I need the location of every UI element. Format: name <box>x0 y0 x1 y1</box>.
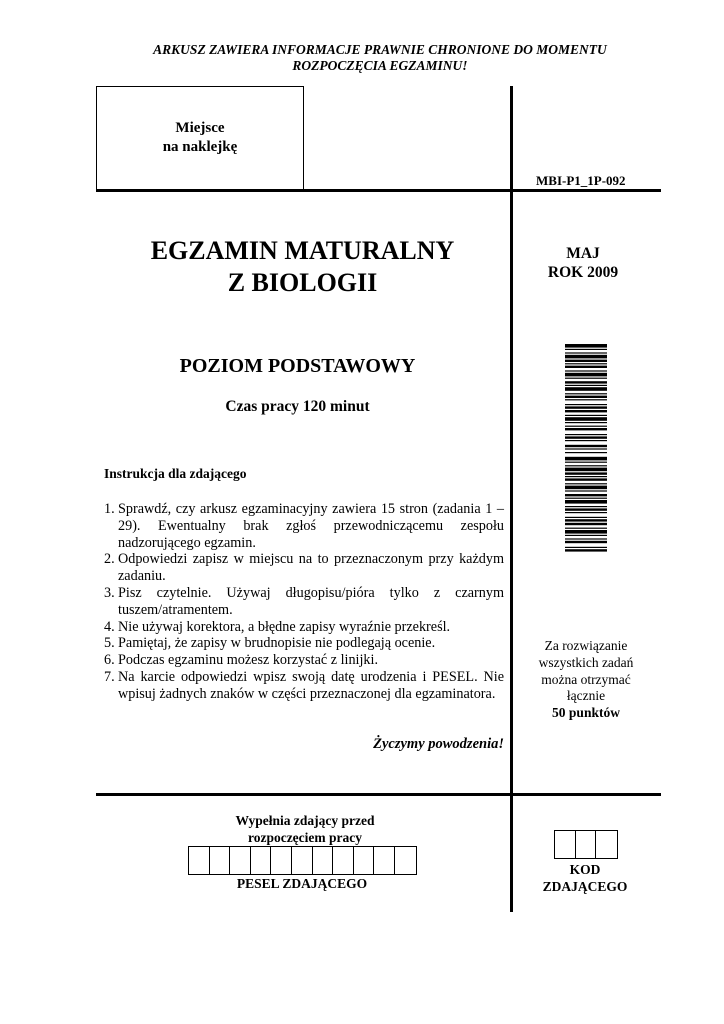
barcode-bar <box>565 478 607 480</box>
exam-title-line2: Z BIOLOGII <box>227 268 378 297</box>
pesel-digit-box[interactable] <box>395 847 416 874</box>
barcode-bar <box>565 396 607 398</box>
legal-notice-line2: ROZPOCZĘCIA EGZAMINU! <box>292 58 468 73</box>
sticker-placeholder <box>96 86 304 191</box>
barcode-bar <box>565 422 607 423</box>
points-line4: łącznie <box>566 688 606 704</box>
barcode-bar <box>565 462 607 463</box>
barcode-bar <box>565 426 607 427</box>
student-code-digit-box[interactable] <box>555 831 576 858</box>
good-luck-wishes: Życzymy powodzenia! <box>373 736 504 752</box>
exam-session <box>518 244 648 282</box>
barcode-bar <box>565 541 607 543</box>
pesel-digit-box[interactable] <box>210 847 231 874</box>
points-line1: Za rozwiązanie <box>544 638 628 653</box>
instructions-list <box>104 501 504 703</box>
barcode-bar <box>565 457 607 461</box>
points-total: 50 punktów <box>552 705 620 721</box>
barcode-bar <box>565 517 607 518</box>
sticker-label-line2: na naklejkę <box>162 139 238 155</box>
instruction-number: 5. <box>104 635 115 652</box>
pesel-digit-box[interactable] <box>189 847 210 874</box>
barcode-bar <box>565 440 607 441</box>
exam-title-line1: EGZAMIN MATURALNY <box>150 236 455 265</box>
barcode <box>565 344 607 552</box>
barcode-bar <box>565 393 607 394</box>
barcode-bar <box>565 486 607 490</box>
instruction-text: Podczas egzaminu możesz korzystać z linijki. <box>118 652 379 669</box>
session-year: ROK 2009 <box>547 264 619 281</box>
instruction-item <box>104 619 504 636</box>
points-line2: wszystkich zadań <box>538 654 634 670</box>
vertical-divider <box>510 86 513 912</box>
barcode-bar <box>565 468 607 472</box>
barcode-bar <box>565 483 607 484</box>
barcode-bar <box>565 512 607 513</box>
student-code-input-boxes[interactable] <box>554 830 618 859</box>
student-code-digit-box[interactable] <box>576 831 597 858</box>
barcode-bar <box>565 399 607 400</box>
instruction-item <box>104 652 504 669</box>
barcode-bar <box>565 385 607 386</box>
points-info <box>516 638 656 722</box>
legal-notice-line1: ARKUSZ ZAWIERA INFORMACJE PRAWNIE CHRONIONE DO MOMENTU <box>153 42 607 57</box>
instruction-item <box>104 585 504 619</box>
fill-note-line2: rozpoczęciem pracy <box>247 829 363 845</box>
barcode-bar <box>565 352 607 353</box>
session-month: MAJ <box>566 245 600 262</box>
barcode-bar <box>565 530 607 534</box>
barcode-bar <box>565 523 607 525</box>
student-code-label <box>520 862 650 895</box>
instructions-title: Instrukcja dla zdającego <box>104 466 247 481</box>
barcode-bar <box>565 415 607 416</box>
barcode-bar <box>565 360 607 362</box>
barcode-bar <box>565 344 607 348</box>
barcode-bar <box>565 494 607 496</box>
instruction-text: Nie używaj korektora, a błędne zapisy wyraźnie przekreśl. <box>118 618 451 635</box>
barcode-bar <box>565 406 607 408</box>
fill-note <box>200 813 410 847</box>
barcode-bar <box>565 436 607 438</box>
pesel-label: PESEL ZDAJĄCEGO <box>236 876 368 891</box>
instruction-number: 1. <box>104 501 115 517</box>
pesel-input-boxes[interactable] <box>188 846 417 875</box>
barcode-bar <box>565 452 607 453</box>
exam-level: POZIOM PODSTAWOWY <box>179 355 416 377</box>
pesel-digit-box[interactable] <box>354 847 375 874</box>
barcode-bar <box>565 538 607 539</box>
points-line3: można otrzymać <box>541 671 631 687</box>
barcode-bar <box>565 465 607 466</box>
exam-duration: Czas pracy 120 minut <box>225 398 370 415</box>
barcode-bar <box>565 381 607 383</box>
instruction-text: Odpowiedzi zapisz w miejscu na to przeznaczonym przy każdym zadaniu. <box>118 551 504 585</box>
instruction-number: 2. <box>104 551 115 568</box>
barcode-bar <box>565 448 607 449</box>
instruction-text: Sprawdź, czy arkusz egzaminacyjny zawiera 15 stron (zadania 1 – 29). Ewentualny brak zgłoś przewodniczącemu zespołu nadzorującego egzamin. <box>118 501 504 551</box>
barcode-bar <box>565 490 607 491</box>
barcode-bar <box>565 549 607 551</box>
barcode-bar <box>565 363 607 364</box>
instruction-number: 4. <box>104 618 115 635</box>
instruction-number: 3. <box>104 584 115 601</box>
instruction-number: 7. <box>104 668 115 685</box>
barcode-bar <box>565 417 607 421</box>
legal-notice <box>100 42 660 74</box>
instruction-number: 6. <box>104 652 115 669</box>
barcode-bar <box>565 535 607 536</box>
barcode-bar <box>565 472 607 474</box>
pesel-digit-box[interactable] <box>313 847 334 874</box>
instruction-text: Pamiętaj, że zapisy w brudnopisie nie podlegają ocenie. <box>118 635 436 652</box>
exam-title <box>100 235 505 299</box>
barcode-bar <box>565 373 607 377</box>
pesel-digit-box[interactable] <box>333 847 354 874</box>
instruction-text: Pisz czytelnie. Używaj długopisu/pióra tylko z czarnym tuszem/atramentem. <box>118 584 504 618</box>
instruction-item <box>104 551 504 585</box>
barcode-bar <box>565 428 607 430</box>
barcode-bar <box>565 434 607 435</box>
bottom-horizontal-divider <box>96 793 661 796</box>
pesel-digit-box[interactable] <box>292 847 313 874</box>
barcode-bar <box>565 355 607 359</box>
fill-note-line1: Wypełnia zdający przed <box>235 813 375 828</box>
barcode-bar <box>565 387 607 391</box>
exam-code: MBI-P1_1P-092 <box>536 173 626 188</box>
barcode-bar <box>565 547 607 548</box>
student-code-label-line1: KOD <box>569 862 601 877</box>
student-code-label-line2: ZDAJĄCEGO <box>542 878 628 894</box>
barcode-bar <box>565 349 607 350</box>
instruction-item <box>104 501 504 551</box>
student-code-digit-box[interactable] <box>596 831 617 858</box>
barcode-bar <box>565 445 607 447</box>
barcode-bar <box>565 378 607 379</box>
pesel-digit-box[interactable] <box>251 847 272 874</box>
barcode-bar <box>565 410 607 412</box>
barcode-bar <box>565 404 607 405</box>
barcode-bar <box>565 519 607 521</box>
instruction-item <box>104 635 504 652</box>
instruction-item <box>104 669 504 703</box>
barcode-bar <box>565 506 607 507</box>
top-horizontal-divider <box>96 189 661 192</box>
pesel-digit-box[interactable] <box>271 847 292 874</box>
barcode-bar <box>565 498 607 499</box>
pesel-digit-box[interactable] <box>374 847 395 874</box>
barcode-bar <box>565 528 607 529</box>
sticker-label-line1: Miejsce <box>175 120 225 136</box>
barcode-bar <box>565 476 607 477</box>
barcode-bar <box>565 370 607 371</box>
pesel-digit-box[interactable] <box>230 847 251 874</box>
barcode-bar <box>565 500 607 504</box>
instruction-text: Na karcie odpowiedzi wpisz swoją datę urodzenia i PESEL. Nie wpisuj żadnych znaków w części przeznaczonej dla egzaminatora. <box>118 668 504 702</box>
barcode-bar <box>565 366 607 368</box>
barcode-bar <box>565 508 607 510</box>
